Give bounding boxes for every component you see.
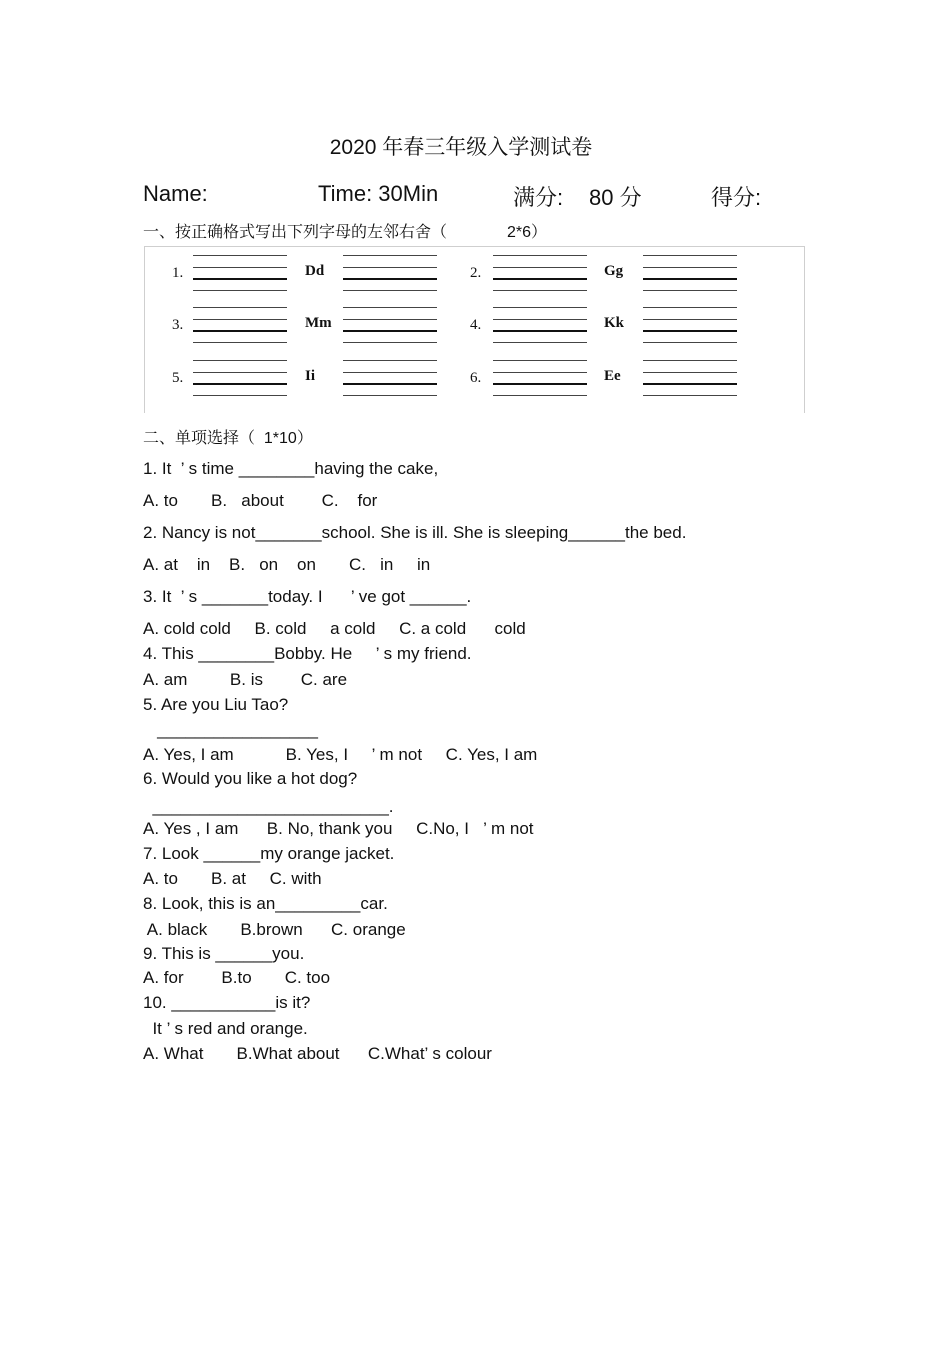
item-number: 3. [172,317,184,333]
writing-rule [343,372,437,373]
name-label: Name: [143,181,208,206]
question-line: A. to B. about C. for [143,491,378,510]
question-line: 6. Would you like a hot dog? [143,769,358,788]
question-line: 5. Are you Liu Tao? [143,695,289,714]
writing-rule [493,267,587,268]
writing-rule [643,319,737,320]
question-line: 9. This is ______you. [143,944,305,963]
writing-rule [193,360,287,361]
question-line: A. to B. at C. with [143,869,322,888]
writing-rule [193,372,287,373]
item-number: 4. [470,317,482,333]
section1-heading: 一、按正确格式写出下列字母的左邻右舍（ [143,224,448,241]
writing-rule [193,383,287,385]
writing-rule [193,278,287,280]
writing-rule [343,319,437,320]
question-line: 10. ___________is it? [143,993,311,1012]
writing-rule [643,278,737,280]
writing-rule [193,319,287,320]
letter-pair: Mm [305,315,332,331]
writing-rule [643,290,737,291]
writing-rule [193,342,287,343]
section1-points: 2*6） [507,224,548,241]
writing-rule [493,290,587,291]
writing-rule [343,278,437,280]
letter-pair: Gg [604,263,624,279]
full-score-value: 80 分 [589,185,642,210]
question-line: A. Yes , I am B. No, thank you C.No, I ’ m not [143,819,534,838]
letter-neighbors-box [144,246,805,413]
full-score-label: 满分: [513,185,564,210]
writing-rule [343,330,437,332]
item-number: 5. [172,370,184,386]
writing-rule [343,360,437,361]
question-line: 4. This ________Bobby. He ’ s my friend. [143,644,472,663]
letter-pair: Kk [604,315,625,331]
writing-rule [493,342,587,343]
letter-pair: Ii [305,368,316,384]
question-line: A. at in B. on on C. in in [143,555,431,574]
writing-rule [643,307,737,308]
writing-rule [193,290,287,291]
question-line: 3. It ’ s _______today. I ’ ve got ______. [143,587,472,606]
writing-rule [343,290,437,291]
question-line: 8. Look, this is an_________car. [143,894,388,913]
writing-rule [343,255,437,256]
writing-rule [493,372,587,373]
writing-rule [493,383,587,385]
section2-heading: 二、单项选择（ 1*10） [143,430,313,447]
writing-rule [493,307,587,308]
item-number: 2. [470,265,482,281]
question-line: A. am B. is C. are [143,670,348,689]
writing-rule [493,319,587,320]
writing-rule [643,267,737,268]
question-line: 7. Look ______my orange jacket. [143,844,395,863]
writing-rule [343,342,437,343]
question-line: _________________ [143,720,318,739]
writing-rule [643,372,737,373]
writing-rule [643,342,737,343]
writing-rule [193,267,287,268]
time-label: Time: 30Min [318,181,439,206]
item-number: 6. [470,370,482,386]
question-line: 1. It ’ s time ________having the cake, [143,459,439,478]
writing-rule [193,255,287,256]
question-line: A. for B.to C. too [143,968,331,987]
question-line: A. black B.brown C. orange [143,920,406,939]
writing-rule [643,255,737,256]
writing-rule [643,395,737,396]
letter-pair: Dd [305,263,325,279]
question-line: A. What B.What about C.What’ s colour [143,1044,492,1063]
question-line: A. Yes, I am B. Yes, I ’ m not C. Yes, I am [143,745,538,764]
page-title: 2020 年春三年级入学测试卷 [329,136,593,159]
question-line: A. cold cold B. cold a cold C. a cold cold [143,619,526,638]
writing-rule [493,278,587,280]
question-line: It ’ s red and orange. [143,1019,308,1038]
score-label: 得分: [711,185,762,210]
writing-rule [493,330,587,332]
writing-rule [343,383,437,385]
writing-rule [193,307,287,308]
writing-rule [343,395,437,396]
writing-rule [193,395,287,396]
writing-rule [493,255,587,256]
question-line: _________________________. [143,797,394,816]
writing-rule [343,267,437,268]
writing-rule [493,395,587,396]
writing-rule [643,330,737,332]
writing-rule [343,307,437,308]
writing-rule [493,360,587,361]
writing-rule [643,360,737,361]
writing-rule [193,330,287,332]
letter-pair: Ee [604,368,621,384]
question-line: 2. Nancy is not_______school. She is ill. She is sleeping______the bed. [143,523,687,542]
item-number: 1. [172,265,184,281]
writing-rule [643,383,737,385]
